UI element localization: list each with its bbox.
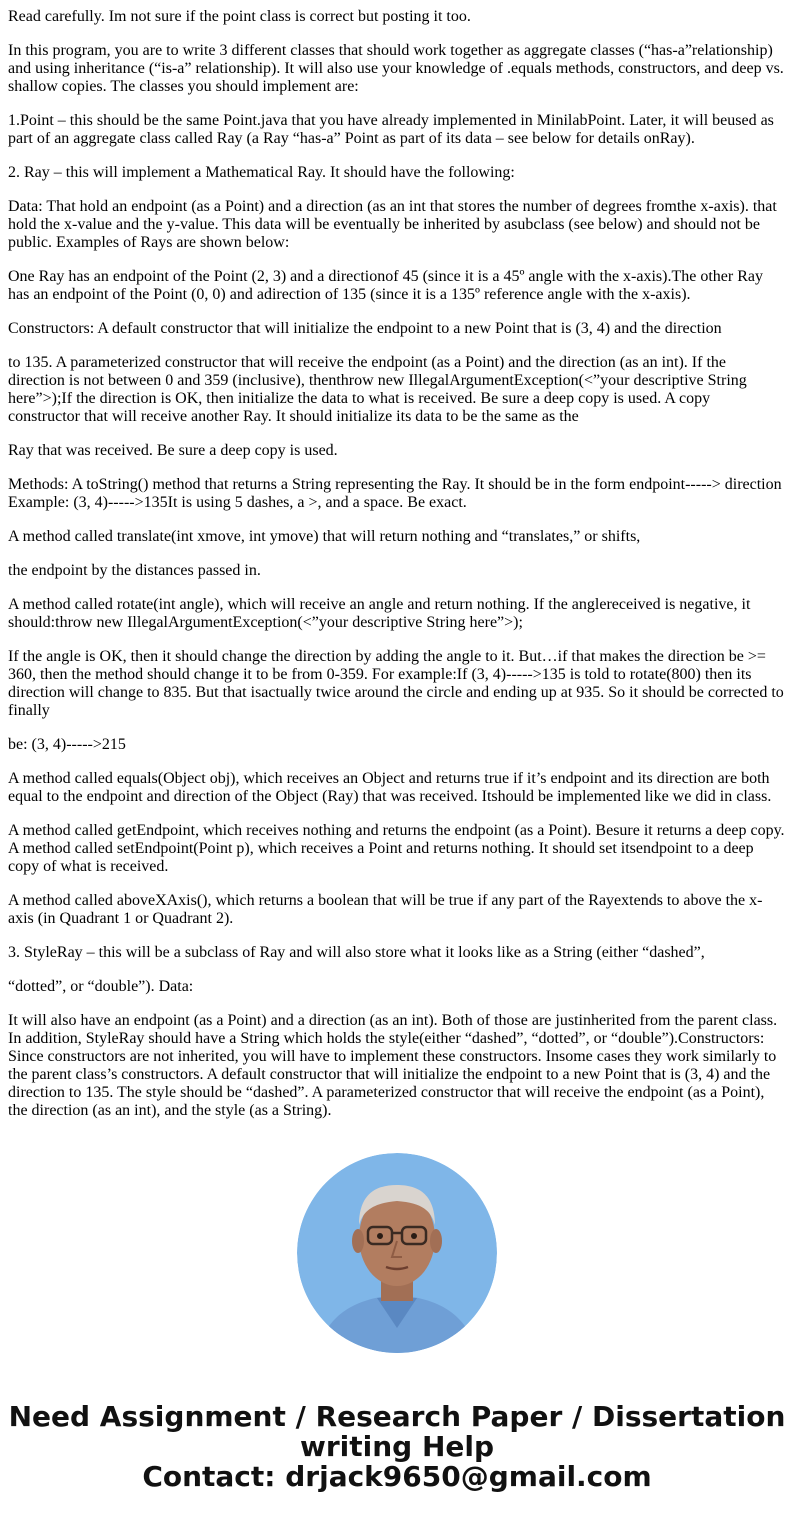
paragraph: Data: That hold an endpoint (as a Point) and a direction (as an int that stores the number of degrees fromthe x-axis). that hold the x-value and the y-value. This data will be eventually be inherited by asubclass (see below) and should not be public. Examples of Rays are shown below:	[8, 198, 777, 251]
paragraph: be: (3, 4)----->215	[8, 736, 126, 753]
paragraph: A method called aboveXAxis(), which returns a boolean that will be true if any part of the Rayextends to above the x-axis (in Quadrant 1 or Quadrant 2).	[8, 892, 763, 927]
paragraph: “dotted”, or “double”). Data:	[8, 978, 194, 995]
paragraph: Read carefully. Im not sure if the point class is correct but posting it too.	[8, 8, 471, 25]
paragraph: the endpoint by the distances passed in.	[8, 562, 261, 579]
paragraph: A method called rotate(int angle), which will receive an angle and return nothing. If the anglereceived is negative, it should:throw new IllegalArgumentException(<”your descriptive String here”>);	[8, 596, 751, 631]
paragraph: A method called getEndpoint, which receives nothing and returns the endpoint (as a Point). Besure it returns a deep copy. A method called setEndpoint(Point p), which receives a Point and returns nothing. It should set itsendpoint to a deep copy of what is received.	[8, 822, 785, 875]
banner-line: writing Help	[299, 1430, 495, 1463]
paragraph: Ray that was received. Be sure a deep copy is used.	[8, 442, 338, 459]
banner-line: Need Assignment / Research Paper / Dissertation	[8, 1400, 786, 1433]
paragraph: 3. StyleRay – this will be a subclass of Ray and will also store what it looks like as a String (either “dashed”,	[8, 944, 705, 961]
paragraph: A method called equals(Object obj), which receives an Object and returns true if it’s endpoint and its direction are both equal to the endpoint and direction of the Object (Ray) that was received. Itshould be implemented like we did in class.	[8, 770, 772, 805]
contact-email: Contact: drjack9650@gmail.com	[142, 1460, 652, 1493]
paragraph: 1.Point – this should be the same Point.java that you have already implemented in MinilabPoint. Later, it will beused as part of an aggregate class called Ray (a Ray “has-a” Point as part of its data – see below for details onRay).	[8, 112, 774, 147]
paragraph: Methods: A toString() method that returns a String representing the Ray. It should be in the form endpoint-----> direction Example: (3, 4)----->135It is using 5 dashes, a >, and a space. Be exact.	[8, 476, 782, 511]
paragraph: If the angle is OK, then it should change the direction by adding the angle to it. But…if that makes the direction be >= 360, then the method should change it to be from 0-359. For example:If (3, 4)----->135 is told to rotate(800) then its direction will change to 835. But that isactually twice around the circle and ending up at 935. So it should be corrected to finally	[8, 648, 784, 719]
paragraph: It will also have an endpoint (as a Point) and a direction (as an int). Both of those are justinherited from the parent class. In addition, StyleRay should have a String which holds the style(either “dashed”, “dotted”, or “double”).Constructors: Since constructors are not inherited, you will have to implement these constructors. Insome cases they work similarly to the parent class’s constructors. A default constructor that will initialize the endpoint to a new Point that is (3, 4) and the direction to 135. The style should be “dashed”. A parameterized constructor that will receive the endpoint (as a Point), the direction (as an int), and the style (as a String).	[8, 1012, 778, 1119]
document-body	[8, 0, 786, 1122]
paragraph: to 135. A parameterized constructor that will receive the endpoint (as a Point) and the direction (as an int). If the direction is not between 0 and 359 (inclusive), thenthrow new IllegalArgumentException(<”your descriptive String here”>);If the direction is OK, then initialize the data to what is received. Be sure a deep copy is used. A copy constructor that will receive another Ray. It should initialize its data to be the same as the	[8, 354, 747, 425]
promo-banner	[0, 1402, 794, 1492]
avatar	[297, 1153, 497, 1353]
paragraph: In this program, you are to write 3 different classes that should work together as aggregate classes (“has-a”relationship) and using inheritance (“is-a” relationship). It will also use your knowledge of .equals methods, constructors, and deep vs. shallow copies. The classes you should implement are:	[8, 42, 784, 95]
paragraph: 2. Ray – this will implement a Mathematical Ray. It should have the following:	[8, 164, 515, 181]
paragraph: One Ray has an endpoint of the Point (2, 3) and a directionof 45 (since it is a 45º angle with the x-axis).The other Ray has an endpoint of the Point (0, 0) and adirection of 135 (since it is a 135º reference angle with the x-axis).	[8, 268, 763, 303]
paragraph: Constructors: A default constructor that will initialize the endpoint to a new Point that is (3, 4) and the direction	[8, 320, 722, 337]
portrait-image	[297, 1153, 497, 1353]
paragraph: A method called translate(int xmove, int ymove) that will return nothing and “translates,” or shifts,	[8, 528, 641, 545]
